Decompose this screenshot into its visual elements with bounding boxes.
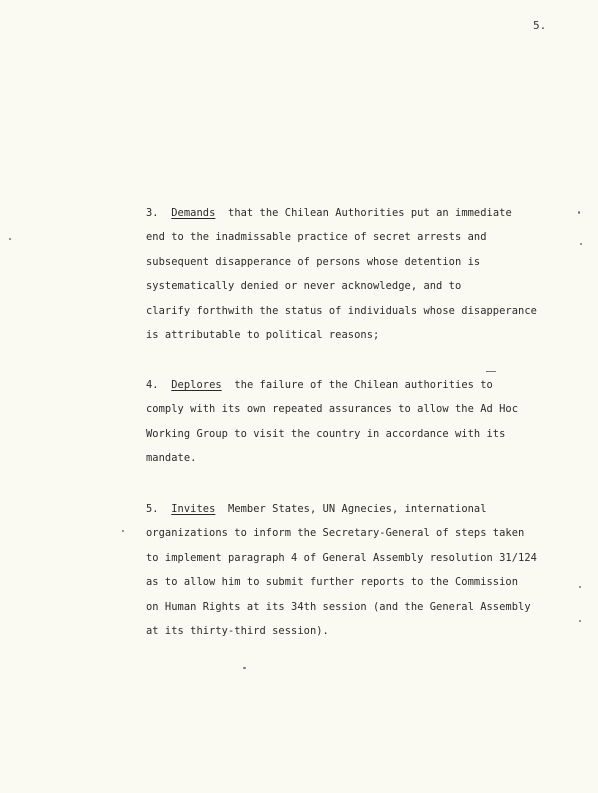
paragraph-3-line: clarify forthwith the status of individuals whose disapperance [146, 304, 537, 317]
scan-speck [486, 371, 496, 372]
paragraph-5-number: 5. [146, 503, 159, 515]
paragraph-5-line: on Human Rights at its 34th session (and the General Assembly [146, 600, 531, 613]
paragraph-5-first-line [146, 497, 576, 521]
paragraph-4 [146, 373, 576, 471]
scan-speck [578, 211, 580, 214]
paragraph-5 [146, 497, 576, 643]
paragraph-4-first-line-text: the failure of the Chilean authorities to [234, 379, 493, 391]
scan-speck [580, 243, 582, 245]
scan-speck [243, 667, 246, 669]
paragraph-4-line: mandate. [146, 452, 197, 465]
paragraph-5-first-line-text: Member States, UN Agnecies, international [228, 503, 487, 515]
paragraph-3-line: is attributable to political reasons; [146, 328, 380, 341]
scan-speck [579, 620, 581, 622]
paragraph-4-line: Working Group to visit the country in accordance with its [146, 427, 506, 440]
paragraph-3-number: 3. [146, 207, 159, 219]
paragraph-3-line: end to the inadmissable practice of secret arrests and [146, 231, 487, 244]
paragraph-5-line: organizations to inform the Secretary-General of steps taken [146, 527, 525, 540]
paragraph-5-line: as to allow him to submit further reports to the Commission [146, 576, 519, 589]
paragraph-5-line: at its thirty-third session). [146, 624, 329, 637]
paragraph-4-line: comply with its own repeated assurances to allow the Ad Hoc [146, 403, 519, 416]
scan-speck [122, 530, 124, 532]
paragraph-3 [146, 201, 576, 347]
paragraph-4-first-line [146, 373, 576, 397]
page-number: 5. [533, 19, 547, 32]
paragraph-4-keyword: Deplores [171, 379, 222, 391]
paragraph-3-first-line [146, 201, 576, 225]
paragraph-3-line: subsequent disapperance of persons whose detention is [146, 255, 481, 268]
paragraph-3-line: systematically denied or never acknowledge, and to [146, 280, 462, 293]
paragraph-3-first-line-text: that the Chilean Authorities put an immediate [228, 207, 512, 219]
paragraph-5-keyword: Invites [171, 503, 216, 515]
paragraph-3-keyword: Demands [171, 207, 216, 219]
scan-speck [9, 238, 11, 240]
paragraph-4-number: 4. [146, 379, 159, 391]
paragraph-5-line: to implement paragraph 4 of General Assembly resolution 31/124 [146, 551, 537, 564]
scan-speck [579, 586, 581, 588]
